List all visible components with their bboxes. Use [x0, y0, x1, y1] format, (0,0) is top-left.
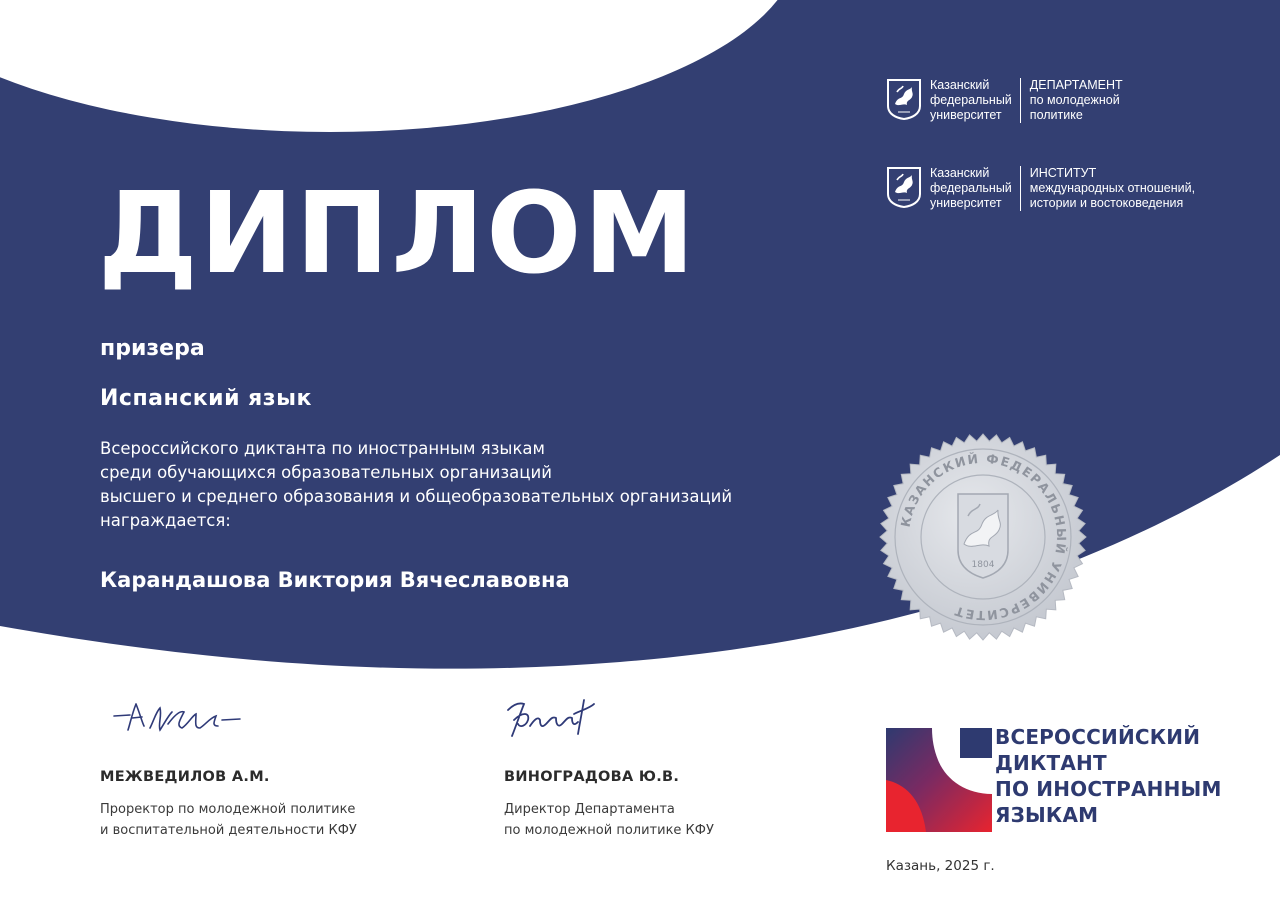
- department-name: [1021, 78, 1123, 123]
- department-name-line: по молодежной: [1029, 93, 1120, 107]
- university-name: [930, 78, 1021, 123]
- dictant-title-line: ДИКТАНТ: [995, 751, 1107, 775]
- diploma-subtitle: призера: [100, 336, 205, 361]
- institute-name-line: ИНСТИТУТ: [1029, 166, 1097, 180]
- signatory-name: МЕЖВЕДИЛОВ А.М.: [100, 769, 270, 785]
- institute-name: [1021, 166, 1195, 211]
- svg-text:КАЗАНСКИЙ ФЕДЕРАЛЬНЫЙ УНИВЕРСИ: КАЗАНСКИЙ ФЕДЕРАЛЬНЫЙ УНИВЕРСИТЕТ: [897, 450, 1070, 624]
- university-name-line: университет: [930, 196, 1002, 210]
- signatory-name: ВИНОГРАДОВА Ю.В.: [504, 769, 680, 785]
- diploma-description: [100, 437, 732, 533]
- recipient-name: Карандашова Виктория Вячеславовна: [100, 568, 570, 592]
- dictant-title-line: ПО ИНОСТРАННЫМ: [995, 777, 1222, 801]
- kfu-leopard-emblem-icon: [886, 78, 922, 120]
- dictant-title-line: ЯЗЫКАМ: [995, 803, 1099, 827]
- signatory-role: [100, 799, 440, 841]
- university-name-line: Казанский: [930, 78, 990, 92]
- kfu-leopard-emblem-icon: [886, 166, 922, 208]
- city-year: Казань, 2025 г.: [886, 858, 995, 874]
- university-name-line: Казанский: [930, 166, 990, 180]
- dictant-title-line: ВСЕРОССИЙСКИЙ: [995, 725, 1201, 749]
- signatory-role-line: Директор Департамента: [504, 802, 675, 817]
- university-name: [930, 166, 1021, 211]
- signatory-prorector: [100, 690, 440, 841]
- kfu-department-logo: [886, 78, 1123, 123]
- signatory-role: [504, 799, 844, 841]
- dictant-title: [995, 724, 1222, 828]
- description-line: среди обучающихся образовательных организаций: [100, 463, 552, 482]
- institute-name-line: истории и востоковедения: [1029, 196, 1184, 210]
- description-line: награждается:: [100, 511, 231, 530]
- diploma-subject: Испанский язык: [100, 386, 312, 411]
- kfu-institute-logo: [886, 166, 1195, 211]
- dictant-gradient-logo-icon: [886, 724, 992, 832]
- signatory-role-line: по молодежной политике КФУ: [504, 823, 714, 838]
- signatory-director: [504, 690, 844, 841]
- description-line: Всероссийского диктанта по иностранным языкам: [100, 439, 545, 458]
- seal-year: 1804: [971, 560, 995, 570]
- university-name-line: университет: [930, 108, 1002, 122]
- institute-name-line: международных отношений,: [1029, 181, 1196, 195]
- signatory-role-line: и воспитательной деятельности КФУ: [100, 823, 357, 838]
- department-name-line: политике: [1029, 108, 1083, 122]
- signatory-role-line: Проректор по молодежной политике: [100, 802, 356, 817]
- description-line: высшего и среднего образования и общеобразовательных организаций: [100, 487, 733, 506]
- handwritten-signature-icon: [504, 690, 664, 750]
- department-name-line: ДЕПАРТАМЕНТ: [1029, 78, 1123, 92]
- kfu-embossed-seal-icon: [878, 432, 1088, 642]
- university-name-line: федеральный: [930, 181, 1012, 195]
- diploma-title: ДИПЛОМ: [98, 169, 697, 299]
- university-name-line: федеральный: [930, 93, 1012, 107]
- handwritten-signature-icon: [100, 690, 260, 750]
